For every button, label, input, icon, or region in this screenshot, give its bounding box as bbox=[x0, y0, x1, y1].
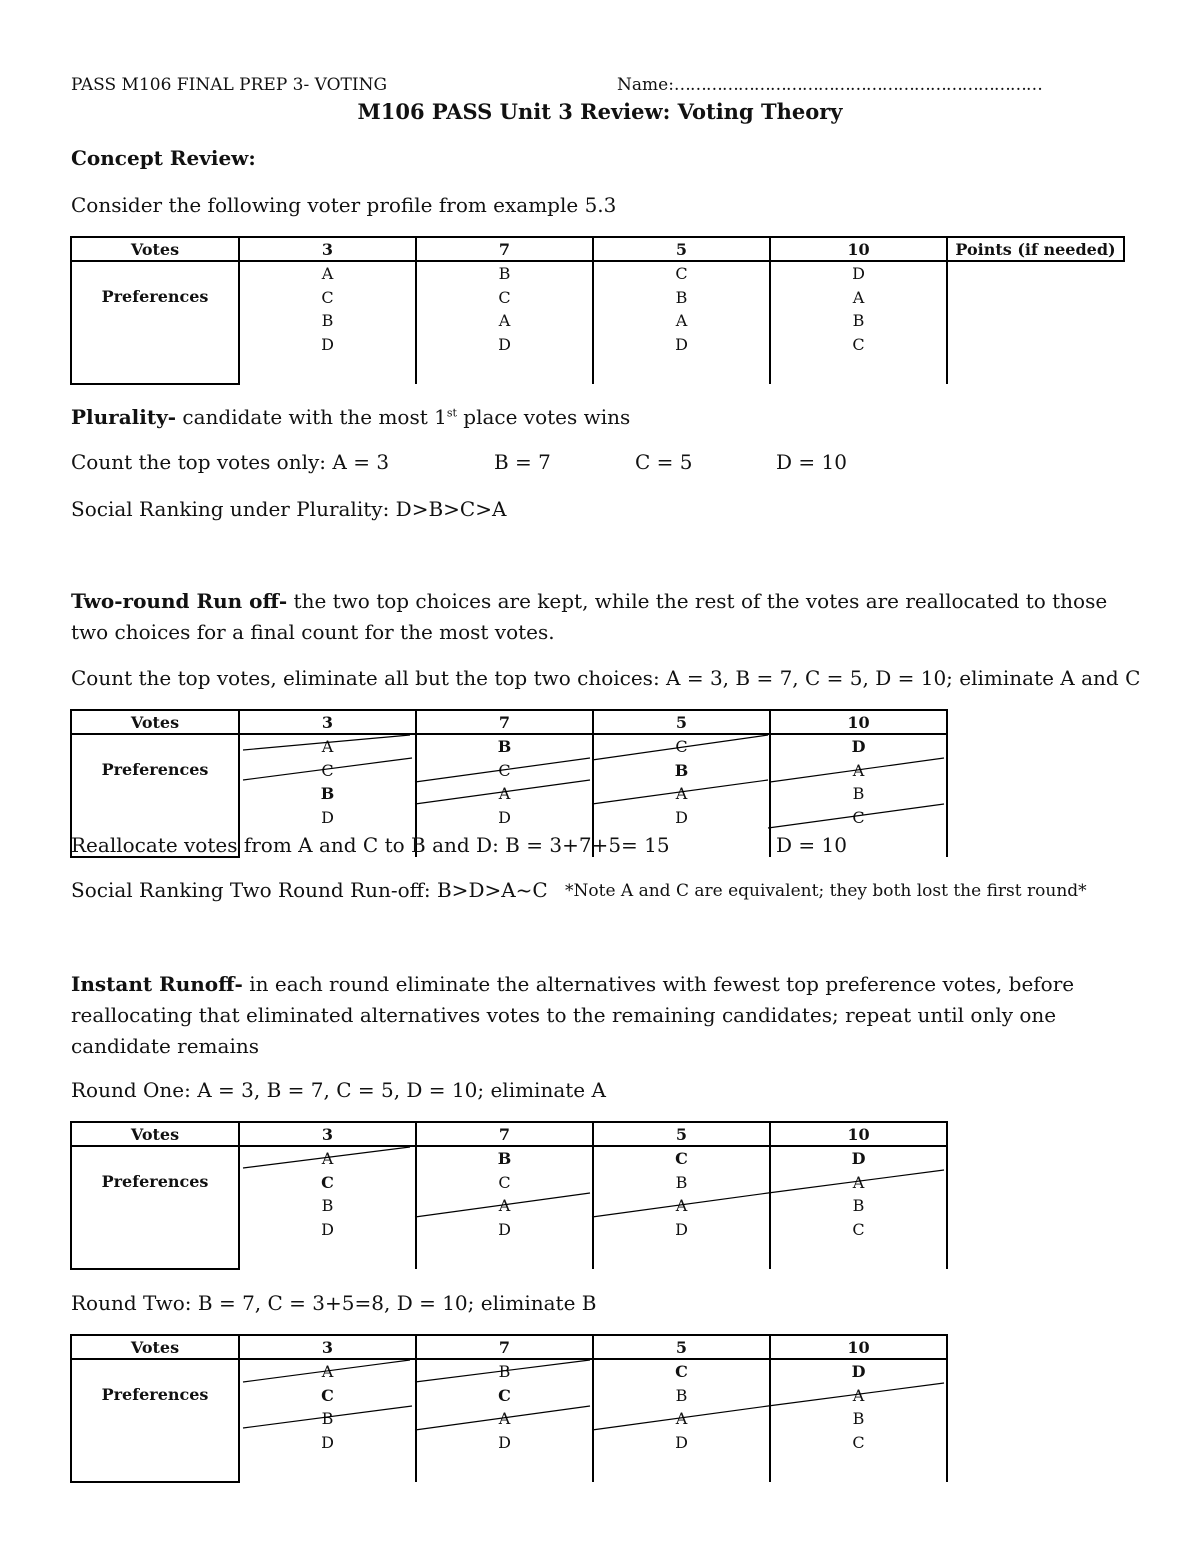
pref-cell: C bbox=[498, 287, 511, 307]
count-header: 10 bbox=[770, 237, 947, 261]
plurality-count: Count the top votes only: A = 3 bbox=[71, 450, 390, 474]
pref-cell: A bbox=[852, 287, 865, 307]
instant-round2: Round Two: B = 7, C = 3+5=8, D = 10; eliminate B bbox=[71, 1291, 597, 1315]
pref-cell: B bbox=[497, 1149, 512, 1168]
pref-cell: D bbox=[498, 334, 511, 354]
pref-column bbox=[239, 1359, 416, 1482]
pref-cell: C bbox=[498, 760, 511, 780]
two-round-definition bbox=[71, 586, 1131, 648]
pref-cell: D bbox=[321, 1219, 334, 1239]
name-line: …………………………………………………………… bbox=[673, 75, 1042, 95]
votes-header: Votes bbox=[71, 1122, 239, 1146]
count-header: 10 bbox=[770, 1122, 947, 1146]
pref-cell: D bbox=[321, 334, 334, 354]
pref-cell: A bbox=[852, 760, 865, 780]
pref-cell: D bbox=[498, 807, 511, 827]
pref-cell: D bbox=[675, 807, 688, 827]
pref-cell: B bbox=[498, 264, 511, 283]
plurality-ranking: Social Ranking under Plurality: D>B>C>A bbox=[71, 497, 507, 521]
pref-cell: A bbox=[498, 1196, 511, 1215]
pref-cell: C bbox=[321, 760, 334, 780]
pref-cell: D bbox=[498, 1432, 511, 1452]
plurality-count-c: C = 5 bbox=[635, 450, 693, 474]
two-round-realloc-d: D = 10 bbox=[776, 833, 847, 857]
plurality-def-before: candidate with the most 1 bbox=[176, 405, 447, 429]
profile-table bbox=[70, 236, 1125, 385]
two-round-count: Count the top votes, eliminate all but the top two choices: A = 3, B = 7, C = 5, D = 10; eliminate A and C bbox=[71, 666, 1141, 690]
instant-round1: Round One: A = 3, B = 7, C = 5, D = 10; eliminate A bbox=[71, 1078, 606, 1102]
pref-cell: C bbox=[675, 264, 688, 283]
instant-definition bbox=[71, 969, 1131, 1062]
pref-cell: C bbox=[498, 1172, 511, 1192]
count-header: 5 bbox=[593, 1335, 770, 1359]
pref-cell: D bbox=[498, 1219, 511, 1239]
count-header: 7 bbox=[416, 237, 593, 261]
pref-cell: C bbox=[852, 1219, 865, 1239]
plurality-term: Plurality- bbox=[71, 405, 177, 429]
pref-cell: B bbox=[321, 311, 334, 330]
pref-cell: C bbox=[321, 1385, 334, 1405]
preferences-label: Preferences bbox=[71, 1359, 239, 1482]
irv-round2-table bbox=[70, 1334, 948, 1483]
instant-def: in each round eliminate the alternatives with fewest top preference votes, before reallocating that eliminated alternatives votes to the remaining candidates; repeat until only one candidate remains bbox=[71, 972, 1075, 1058]
two-round-def: the two top choices are kept, while the rest of the votes are reallocated to those two choices for a final count for the most votes. bbox=[71, 589, 1108, 644]
concept-heading: Concept Review: bbox=[71, 146, 256, 170]
pref-column bbox=[416, 261, 593, 384]
count-header: 10 bbox=[770, 1335, 947, 1359]
preferences-label: Preferences bbox=[71, 1146, 239, 1269]
pref-column bbox=[239, 261, 416, 384]
pref-cell: C bbox=[321, 1172, 334, 1192]
pref-cell: C bbox=[675, 1362, 688, 1381]
pref-cell: D bbox=[852, 264, 865, 283]
count-header: 3 bbox=[239, 1122, 416, 1146]
pref-cell: B bbox=[675, 1172, 688, 1192]
pref-cell: B bbox=[675, 1385, 688, 1405]
pref-cell: A bbox=[498, 1409, 511, 1428]
votes-header: Votes bbox=[71, 237, 239, 261]
plurality-def-after: place votes wins bbox=[456, 405, 631, 429]
pref-cell: A bbox=[498, 784, 511, 803]
pref-cell: D bbox=[851, 1362, 866, 1381]
pref-cell: A bbox=[321, 1149, 334, 1168]
pref-cell: C bbox=[675, 1149, 688, 1168]
pref-cell: A bbox=[498, 311, 511, 330]
points-column[interactable] bbox=[947, 261, 1124, 384]
pref-cell: A bbox=[852, 1385, 865, 1405]
pref-cell: C bbox=[321, 287, 334, 307]
two-round-ranking: Social Ranking Two Round Run-off: B>D>A~C bbox=[71, 878, 548, 902]
pref-cell: B bbox=[675, 287, 688, 307]
name-label: Name: bbox=[617, 75, 674, 95]
pref-cell: A bbox=[321, 264, 334, 283]
pref-column bbox=[593, 1146, 770, 1269]
count-header: 3 bbox=[239, 237, 416, 261]
name-field[interactable] bbox=[617, 75, 1042, 95]
pref-cell: B bbox=[852, 784, 865, 803]
pref-column bbox=[770, 1146, 947, 1269]
count-header: 7 bbox=[416, 710, 593, 734]
pref-cell: D bbox=[851, 1149, 866, 1168]
plurality-count-d: D = 10 bbox=[776, 450, 847, 474]
count-header: 3 bbox=[239, 1335, 416, 1359]
pref-column bbox=[416, 1146, 593, 1269]
pref-cell: B bbox=[321, 1409, 334, 1428]
pref-column bbox=[593, 261, 770, 384]
count-header: 5 bbox=[593, 1122, 770, 1146]
pref-cell: C bbox=[852, 334, 865, 354]
pref-cell: D bbox=[675, 1219, 688, 1239]
plurality-count-b: B = 7 bbox=[494, 450, 551, 474]
votes-header: Votes bbox=[71, 710, 239, 734]
plurality-definition bbox=[71, 405, 630, 429]
pref-cell: A bbox=[321, 737, 334, 756]
pref-cell: B bbox=[497, 737, 512, 756]
pref-cell: C bbox=[498, 1385, 511, 1405]
pref-cell: B bbox=[852, 1196, 865, 1215]
irv-round1-table bbox=[70, 1121, 948, 1270]
pref-cell: C bbox=[675, 737, 688, 756]
preferences-label: Preferences bbox=[71, 261, 239, 384]
pref-cell: A bbox=[675, 1196, 688, 1215]
count-header: 7 bbox=[416, 1335, 593, 1359]
pref-column bbox=[770, 1359, 947, 1482]
pref-cell: A bbox=[852, 1172, 865, 1192]
two-round-realloc: Reallocate votes from A and C to B and D: B = 3+7+5= 15 bbox=[71, 833, 670, 857]
pref-cell: B bbox=[321, 1196, 334, 1215]
plurality-def-sup: st bbox=[446, 406, 457, 420]
pref-cell: A bbox=[675, 784, 688, 803]
pref-column bbox=[239, 1146, 416, 1269]
count-header: 7 bbox=[416, 1122, 593, 1146]
pref-cell: D bbox=[851, 737, 866, 756]
pref-cell: B bbox=[852, 311, 865, 330]
instant-term: Instant Runoff- bbox=[71, 972, 243, 996]
pref-cell: A bbox=[675, 1409, 688, 1428]
count-header: 5 bbox=[593, 237, 770, 261]
pref-cell: D bbox=[321, 1432, 334, 1452]
pref-column bbox=[770, 261, 947, 384]
pref-column bbox=[416, 1359, 593, 1482]
pref-cell: D bbox=[675, 1432, 688, 1452]
pref-cell: A bbox=[321, 1362, 334, 1381]
two-round-term: Two-round Run off- bbox=[71, 589, 288, 613]
two-round-note: *Note A and C are equivalent; they both lost the first round* bbox=[565, 881, 1087, 901]
votes-header: Votes bbox=[71, 1335, 239, 1359]
pref-cell: B bbox=[498, 1362, 511, 1381]
pref-cell: B bbox=[852, 1409, 865, 1428]
pref-cell: A bbox=[675, 311, 688, 330]
pref-cell: D bbox=[321, 807, 334, 827]
preferences-label: Preferences bbox=[71, 734, 239, 857]
pref-cell: C bbox=[852, 1432, 865, 1452]
pref-cell: B bbox=[320, 784, 335, 803]
count-header: 10 bbox=[770, 710, 947, 734]
header-course: PASS M106 FINAL PREP 3- VOTING bbox=[71, 75, 388, 95]
count-header: 3 bbox=[239, 710, 416, 734]
pref-cell: C bbox=[852, 807, 865, 827]
pref-column bbox=[593, 1359, 770, 1482]
count-header: 5 bbox=[593, 710, 770, 734]
page-title: M106 PASS Unit 3 Review: Voting Theory bbox=[357, 99, 843, 124]
concept-intro: Consider the following voter profile from example 5.3 bbox=[71, 193, 617, 217]
pref-cell: B bbox=[674, 760, 689, 780]
points-header: Points (if needed) bbox=[947, 237, 1124, 261]
pref-cell: D bbox=[675, 334, 688, 354]
